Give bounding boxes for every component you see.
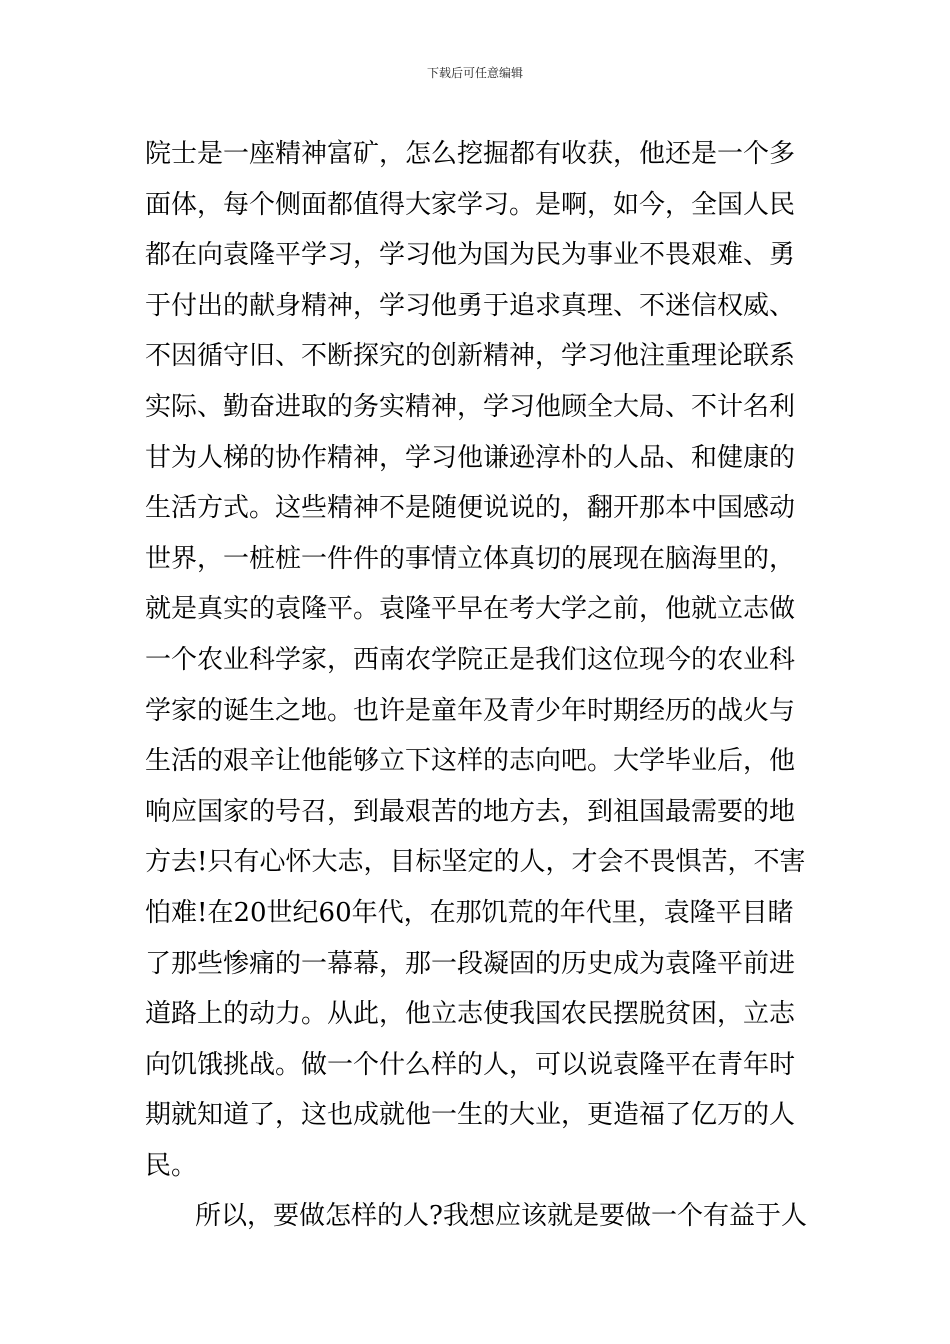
text-line: 面体，每个侧面都值得大家学习。是啊，如今，全国人民 bbox=[145, 189, 796, 220]
text-line: 生活的艰辛让他能够立下这样的志向吧。大学毕业后，他 bbox=[145, 746, 796, 777]
text-line: 世界，一桩桩一件件的事情立体真切的展现在脑海里的， bbox=[145, 543, 796, 574]
page-header: 下载后可任意编辑 bbox=[426, 66, 523, 80]
text-line: 于付出的献身精神，学习他勇于追求真理、不迷信权威、 bbox=[145, 290, 796, 321]
text-line: 生活方式。这些精神不是随便说说的，翻开那本中国感动 bbox=[145, 493, 796, 524]
text-line: 向饥饿挑战。做一个什么样的人，可以说袁隆平在青年时 bbox=[145, 1049, 796, 1080]
text-line: 就是真实的袁隆平。袁隆平早在考大学之前，他就立志做 bbox=[145, 594, 796, 625]
text-line: 期就知道了，这也成就他一生的大业，更造福了亿万的人 bbox=[145, 1100, 796, 1131]
text-line: 方去!只有心怀大志，目标坚定的人，才会不畏惧苦，不害 bbox=[145, 847, 806, 878]
text-line: 都在向袁隆平学习，学习他为国为民为事业不畏艰难、勇 bbox=[145, 240, 796, 271]
text-line: 不因循守旧、不断探究的创新精神，学习他注重理论联系 bbox=[145, 341, 796, 372]
document-body bbox=[145, 129, 810, 1242]
text-line: 实际、勤奋进取的务实精神，学习他顾全大局、不计名利 bbox=[145, 391, 796, 422]
text-line: 一个农业科学家，西南农学院正是我们这位现今的农业科 bbox=[145, 644, 796, 675]
text-line: 响应国家的号召，到最艰苦的地方去，到祖国最需要的地 bbox=[145, 796, 796, 827]
text-line: 怕难!在20世纪60年代，在那饥荒的年代里，袁隆平目睹 bbox=[145, 897, 794, 928]
text-line: 院士是一座精神富矿，怎么挖掘都有收获，他还是一个多 bbox=[145, 139, 796, 169]
text-line: 学家的诞生之地。也许是童年及青少年时期经历的战火与 bbox=[145, 695, 796, 726]
text-line: 了那些惨痛的一幕幕，那一段凝固的历史成为袁隆平前进 bbox=[145, 948, 796, 979]
paragraph-first-line: 所以，要做怎样的人?我想应该就是要做一个有益于人 bbox=[195, 1201, 807, 1232]
text-line: 甘为人梯的协作精神，学习他谦逊淳朴的人品、和健康的 bbox=[145, 442, 796, 473]
text-line: 民。 bbox=[145, 1150, 198, 1181]
text-line: 道路上的动力。从此，他立志使我国农民摆脱贫困，立志 bbox=[145, 999, 796, 1030]
